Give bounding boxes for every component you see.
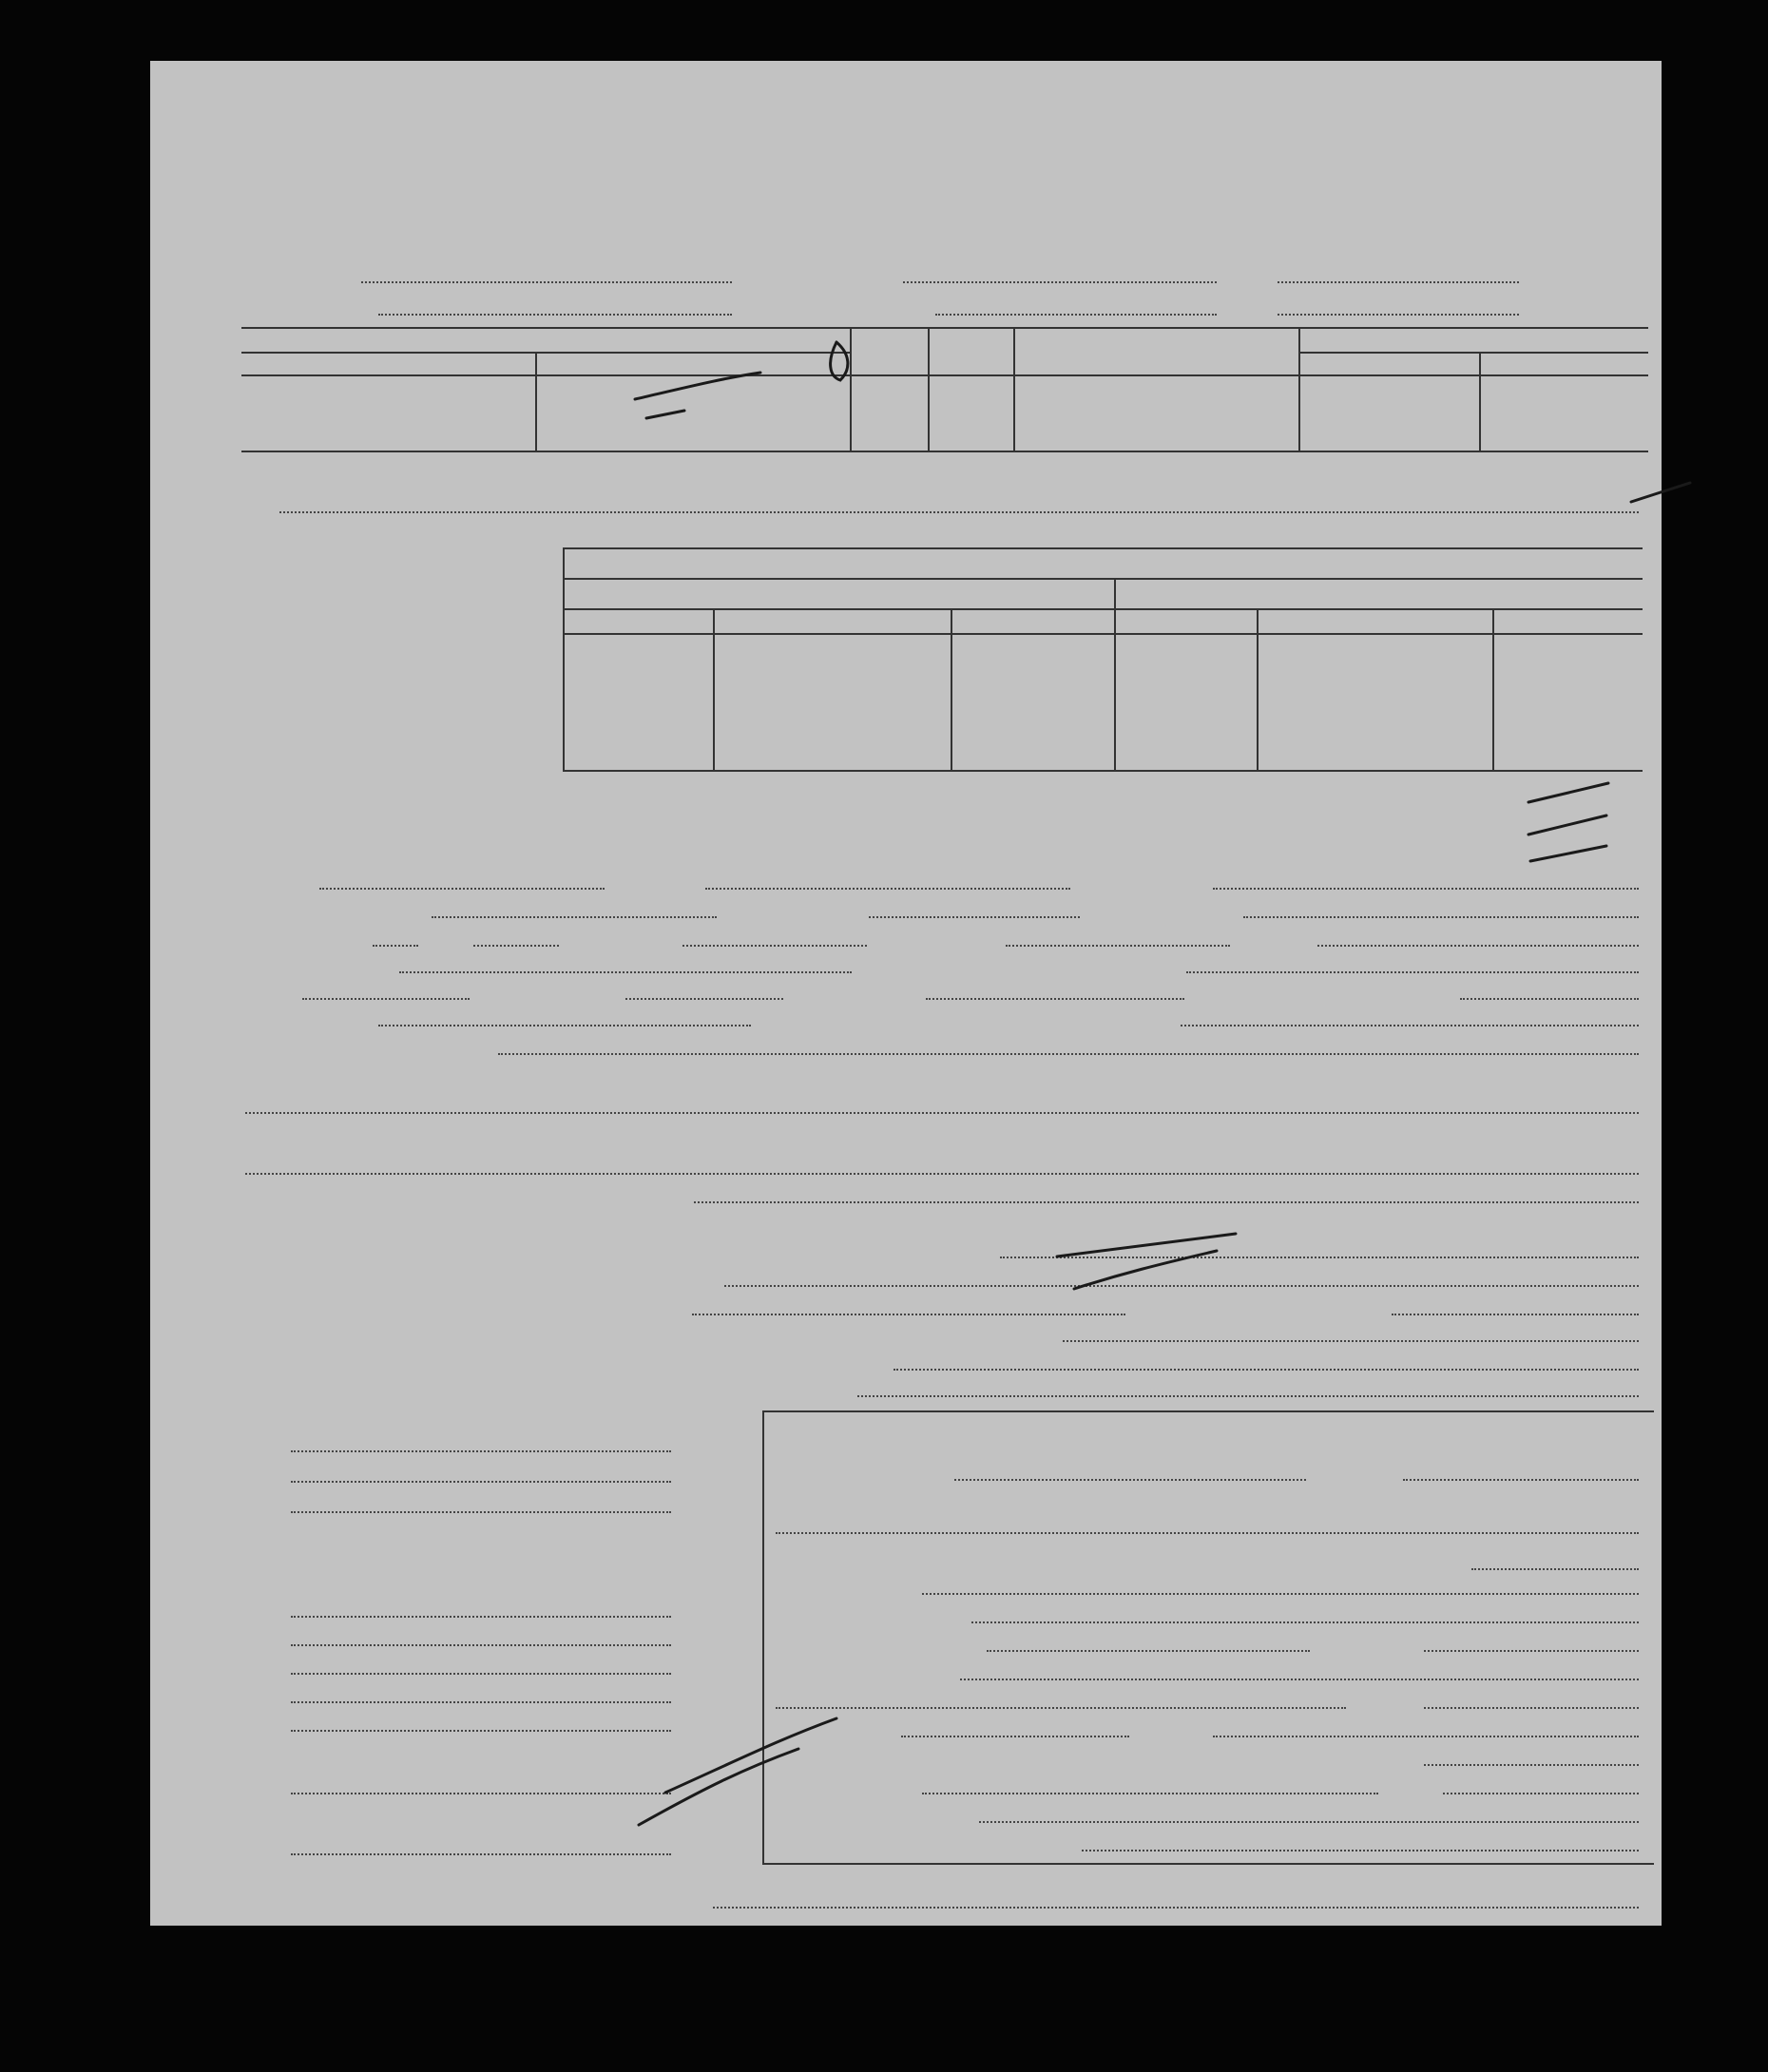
slash-mark-23: [665, 1718, 836, 1793]
dash-mark-5b: [1528, 815, 1606, 835]
check-mark-family: [635, 373, 760, 399]
circle-mark-given: [831, 342, 848, 380]
dash-mark-temp-dest: [1631, 483, 1690, 502]
dash-mark-5a: [1528, 783, 1608, 802]
dash-mark-16: [1074, 1251, 1217, 1289]
dash-mark-6: [1530, 846, 1606, 861]
